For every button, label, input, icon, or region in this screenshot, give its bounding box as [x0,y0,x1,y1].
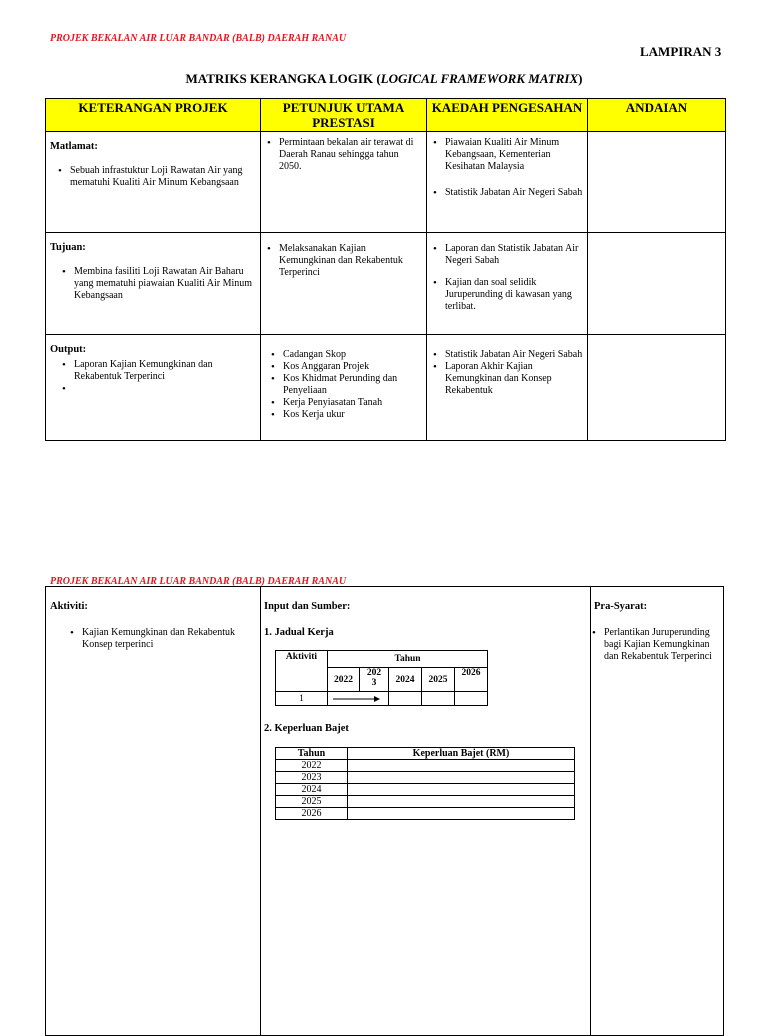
row-output [46,335,726,441]
table-row [276,796,575,808]
jadual-col-tahun: Tahun [328,651,488,668]
table-row [276,772,575,784]
jadual-heading: 1. Jadual Kerja [264,627,334,638]
bajet-year: 2025 [276,796,348,808]
bajet-value [348,808,575,820]
row-heading: Output: [50,344,87,355]
bajet-table [275,747,575,820]
cell-indicators [261,132,427,233]
cell-description [46,335,261,441]
jadual-year: 2025 [422,668,455,692]
bajet-col-keperluan: Keperluan Bajet (RM) [348,748,575,760]
jadual-table [275,650,488,706]
bajet-year: 2023 [276,772,348,784]
bajet-year: 2022 [276,760,348,772]
jadual-cell [422,692,455,706]
bajet-value [348,760,575,772]
project-header: PROJEK BEKALAN AIR LUAR BANDAR (BALB) DAERAH RANAU [50,33,347,44]
prasyarat-heading: Pra-Syarat: [594,601,648,612]
input-column [261,587,591,1035]
bajet-value [348,796,575,808]
list-item: • Permintaan bekalan air terawat di Daerah Ranau sehingga tahun 2050. [279,137,422,173]
cell-description [46,233,261,335]
col-keterangan: KETERANGAN PROJEK [46,99,261,132]
jadual-year: 2026 [455,668,488,692]
row-heading: Matlamat: [50,141,98,152]
list-item: • Perlantikan Juruperunding bagi Kajian Kemungkinan dan Rekabentuk Terperinci [604,627,724,663]
list-item: • Laporan Akhir Kajian Kemungkinan dan Konsep Rekabentuk [445,361,583,397]
list-item: • Melaksanakan Kajian Kemungkinan dan Rekabentuk Terperinci [279,243,422,279]
jadual-cell [389,692,422,706]
bajet-col-tahun: Tahun [276,748,348,760]
list-item: • Kajian dan soal selidik Juruperunding di kawasan yang terlibat. [445,277,583,313]
cell-description [46,132,261,233]
list-item: • Sebuah infrastuktur Loji Rawatan Air yang mematuhi Kualiti Air Minum Kebangsaan [70,165,256,189]
jadual-year: 2024 [389,668,422,692]
cell-indicators [261,233,427,335]
list-item: • Statistik Jabatan Air Negeri Sabah [445,187,583,199]
cell-assumptions [588,233,726,335]
table-row [276,760,575,772]
cell-verification [427,233,588,335]
activity-box [45,586,724,1036]
project-header-page2: PROJEK BEKALAN AIR LUAR BANDAR (BALB) DAERAH RANAU [50,576,347,587]
bajet-heading: 2. Keperluan Bajet [264,723,349,734]
list-item: • Statistik Jabatan Air Negeri Sabah [445,349,583,361]
aktiviti-column [46,587,261,1035]
list-item: • Laporan Kajian Kemungkinan dan Rekabentuk Terperinci [74,359,256,383]
cell-assumptions [588,132,726,233]
bajet-year: 2026 [276,808,348,820]
table-row [276,784,575,796]
bajet-value [348,784,575,796]
jadual-timeline-cell [328,692,389,706]
cell-indicators [261,335,427,441]
list-item: • Kos Kerja ukur [283,409,422,421]
list-item: • Kerja Penyiasatan Tanah [283,397,422,409]
list-item: • Membina fasiliti Loji Rawatan Air Baharu yang mematuhi piawaian Kualiti Air Minum Kebangsaan [74,266,256,302]
jadual-col-aktiviti: Aktiviti [276,651,328,692]
col-kaedah: KAEDAH PENGESAHAN [427,99,588,132]
bajet-year: 2024 [276,784,348,796]
jadual-cell [455,692,488,706]
cell-verification [427,335,588,441]
jadual-row-label: 1 [276,692,328,706]
aktiviti-heading: Aktiviti: [50,601,88,612]
row-heading: Tujuan: [50,242,86,253]
logframe-header-row [46,99,726,132]
list-item: • Kos Anggaran Projek [283,361,422,373]
col-andaian: ANDAIAN [588,99,726,132]
list-item: • Kajian Kemungkinan dan Rekabentuk Konsep terperinci [82,627,252,651]
prasyarat-column [591,587,724,1035]
table-row [276,808,575,820]
row-tujuan [46,233,726,335]
list-item [74,383,256,395]
cell-verification [427,132,588,233]
lampiran-label: LAMPIRAN 3 [640,44,722,59]
list-item: • Cadangan Skop [283,349,422,361]
timeline-arrow-icon [331,694,381,704]
col-petunjuk: PETUNJUK UTAMA PRESTASI [261,99,427,132]
row-matlamat [46,132,726,233]
list-item: • Piawaian Kualiti Air Minum Kebangsaan, Kementerian Kesihatan Malaysia [445,137,583,173]
input-heading: Input dan Sumber: [264,601,351,612]
jadual-year: 2022 [328,668,360,692]
list-item: • Laporan dan Statistik Jabatan Air Negeri Sabah [445,243,583,267]
list-item: • Kos Khidmat Perunding dan Penyeliaan [283,373,422,397]
bajet-value [348,772,575,784]
matrix-title: MATRIKS KERANGKA LOGIK (LOGICAL FRAMEWORK MATRIX) [185,71,583,86]
jadual-year: 202 3 [360,668,389,692]
logframe-table [45,98,726,441]
cell-assumptions [588,335,726,441]
